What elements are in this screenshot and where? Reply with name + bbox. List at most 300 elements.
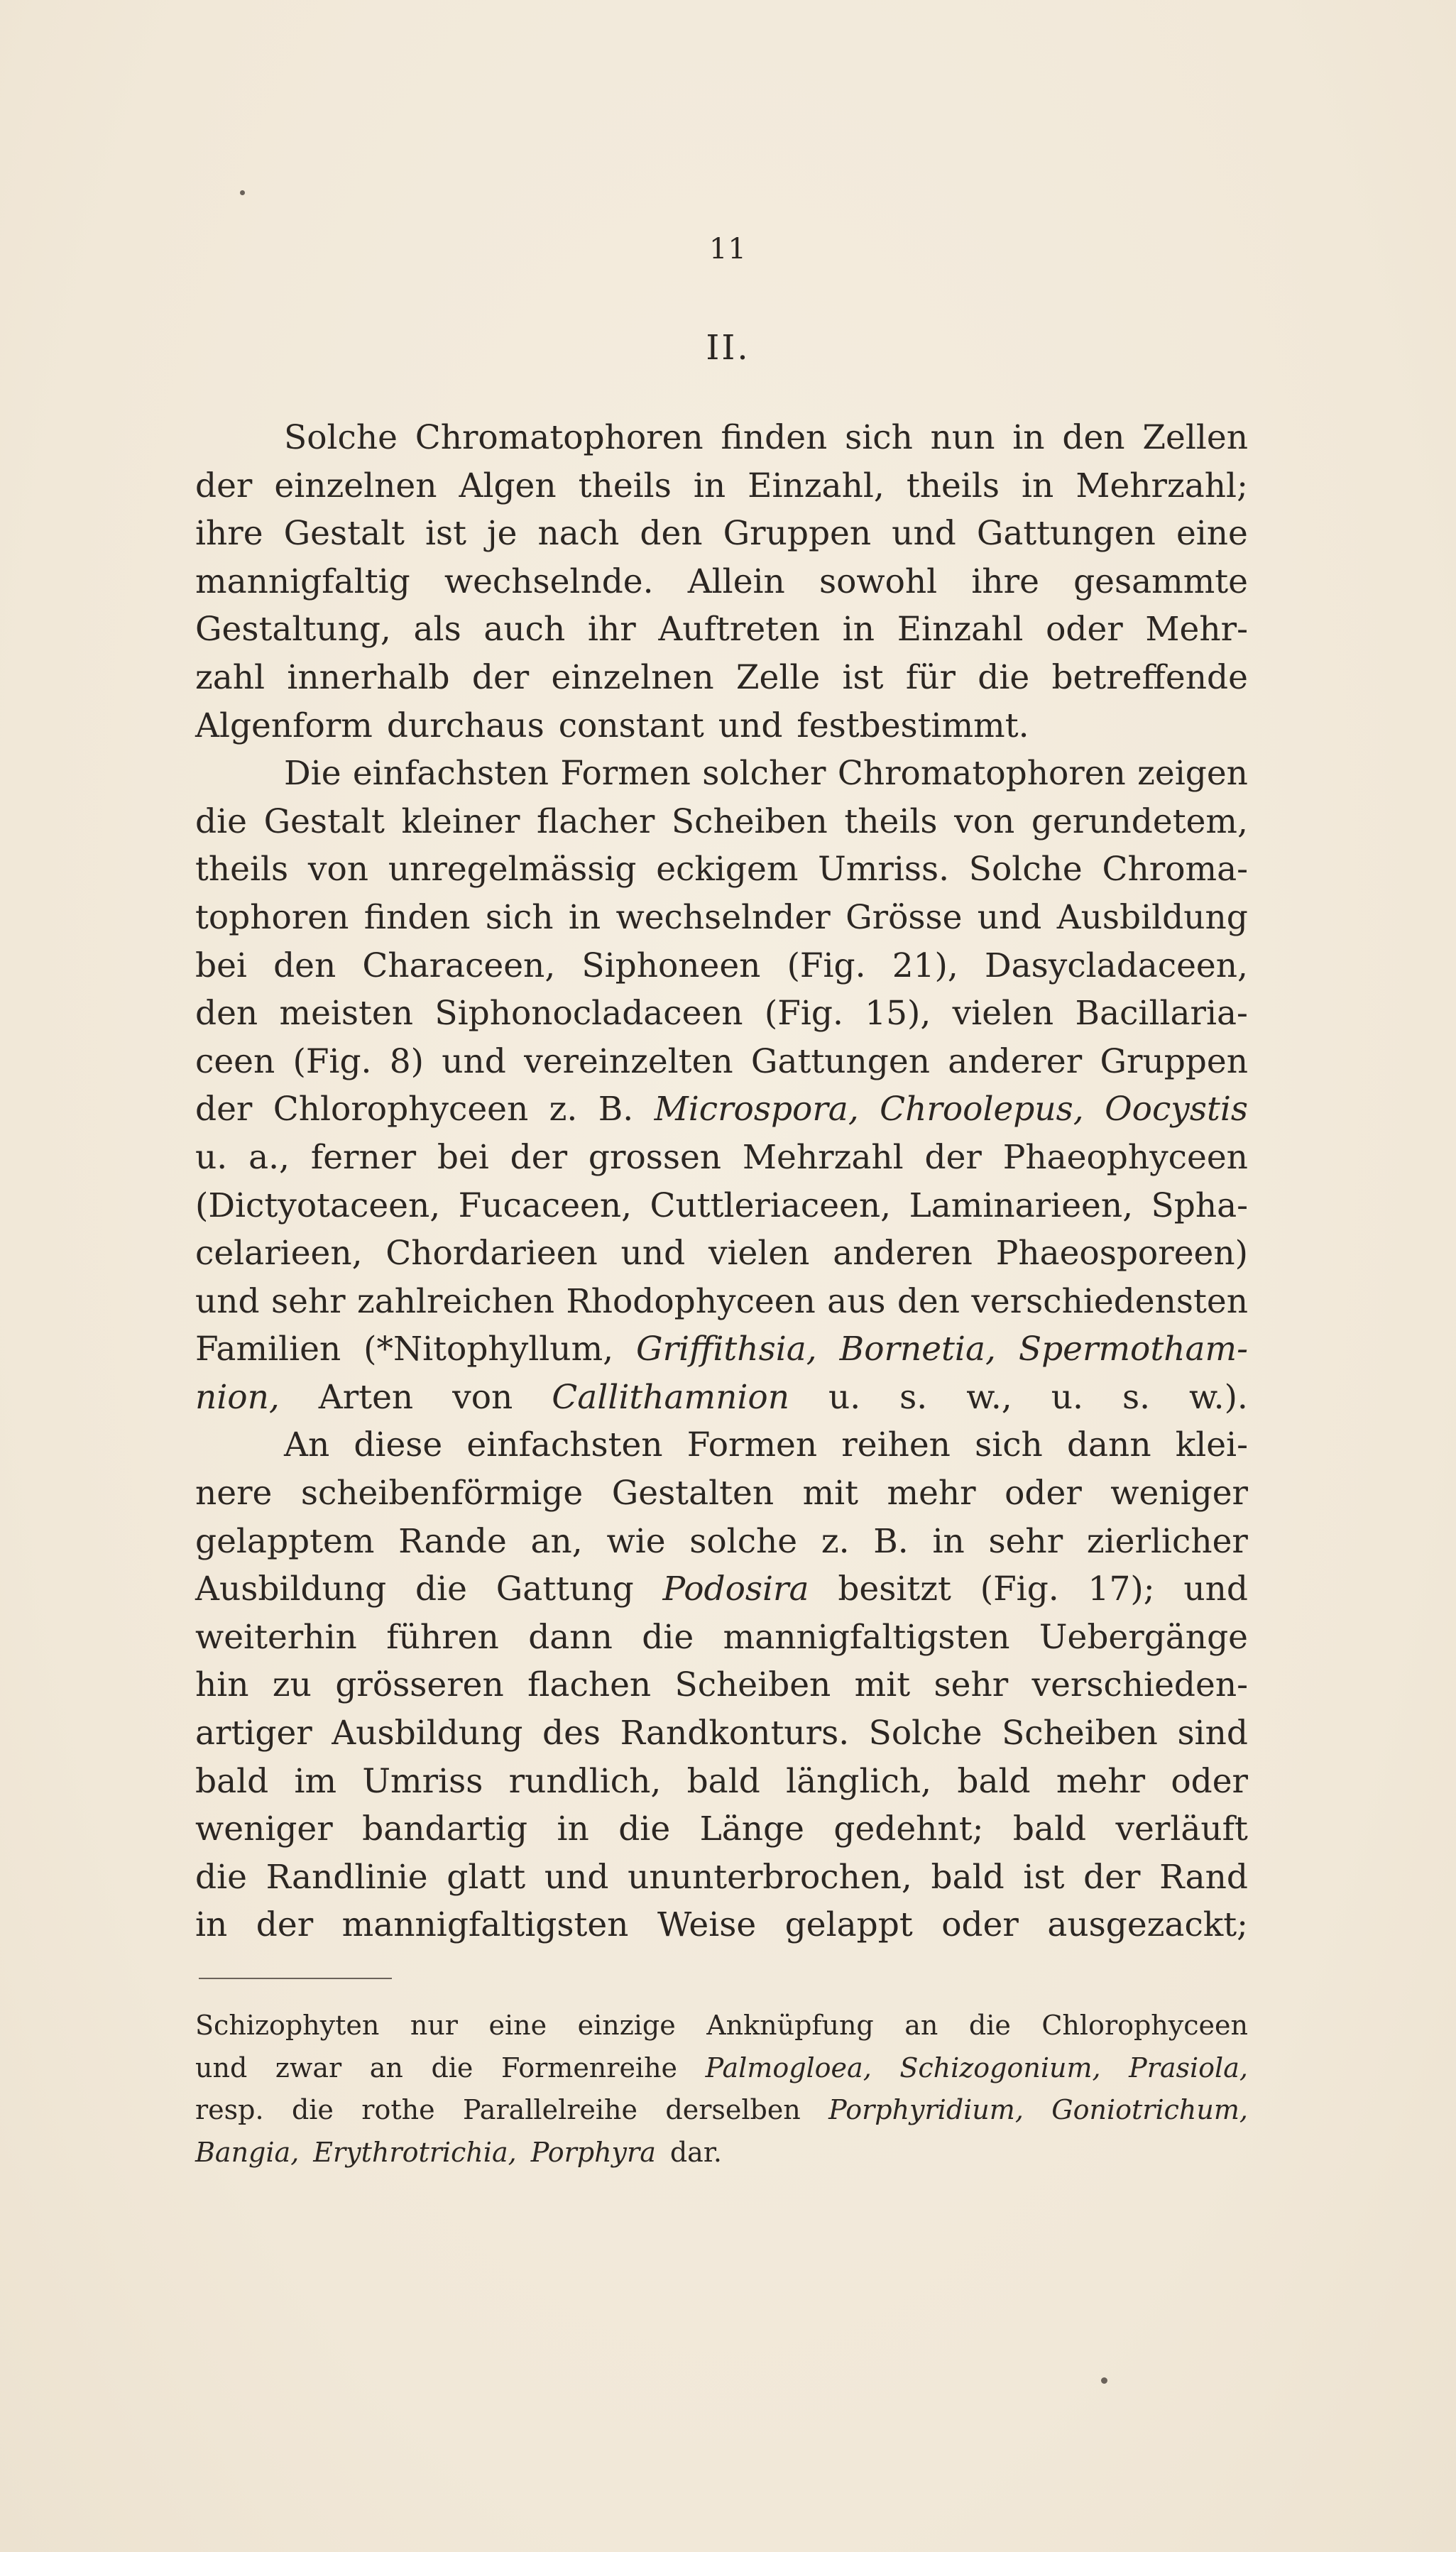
text-line (195, 654, 1248, 702)
word: zeigen (1137, 754, 1248, 794)
word: s. (899, 1377, 928, 1417)
italic-word: Microspora, (654, 1090, 859, 1129)
text-line (195, 750, 1248, 798)
paragraph (195, 750, 1248, 1421)
word: einzelnen (551, 657, 714, 697)
word: bald (1012, 1809, 1087, 1849)
text-line (195, 798, 1248, 846)
word: Rhodophyceen (566, 1281, 816, 1321)
word: hin (195, 1665, 249, 1705)
word: Chromatophoren (415, 418, 704, 457)
word: sich (845, 418, 913, 457)
ink-speck (1101, 2377, 1107, 2384)
word: nun (930, 418, 995, 457)
text-line (195, 1901, 1248, 1949)
word: dar. (669, 2136, 722, 2168)
footnote-line (195, 2005, 1248, 2047)
word: Laminarieen, (909, 1185, 1134, 1225)
word: eine (488, 2010, 547, 2041)
text-line (195, 1805, 1248, 1853)
word: resp. (195, 2094, 264, 2125)
italic-word: Bangia, (195, 2136, 300, 2168)
word: mehr (887, 1474, 976, 1513)
text-line (195, 558, 1248, 606)
word: den (195, 994, 258, 1034)
text-line (195, 1374, 1248, 1422)
word: sehr (988, 1521, 1063, 1561)
word: wie (606, 1521, 666, 1561)
word: ferner (310, 1137, 417, 1177)
word: Auftreten (658, 610, 821, 650)
word: eine (1176, 514, 1248, 554)
word: und (620, 1234, 686, 1274)
word: nere (195, 1474, 273, 1513)
text-line (195, 1614, 1248, 1662)
word: Chlorophyceen (273, 1090, 529, 1129)
word: sich (485, 897, 554, 937)
footnote-rule (199, 1978, 392, 1979)
word: aus (827, 1281, 886, 1321)
word: kleiner (401, 801, 520, 841)
word: 21), (892, 946, 958, 985)
word: theils (195, 850, 289, 889)
word: rundlich, (508, 1761, 662, 1801)
text-line (195, 702, 1248, 750)
word: wechselnder (615, 897, 831, 937)
text-line (195, 1469, 1248, 1518)
word: die (968, 2010, 1011, 2041)
word: in (195, 1905, 228, 1945)
word: zu (272, 1665, 312, 1705)
word: Ausbildung (1056, 897, 1248, 937)
word: 15), (865, 994, 931, 1034)
word: Solche (968, 850, 1083, 889)
word: tophoren (195, 897, 349, 937)
italic-word: Palmogloea, (705, 2052, 872, 2083)
word: als (413, 610, 461, 650)
word: z. (821, 1521, 850, 1561)
word: Weise (657, 1905, 757, 1945)
word: reihen (841, 1425, 951, 1465)
word: meisten (279, 994, 414, 1034)
word: für (905, 657, 956, 697)
word: Gestalten (611, 1474, 774, 1513)
text-line (195, 510, 1248, 558)
word: Phaeophyceen (1002, 1137, 1248, 1177)
section-heading: II. (706, 328, 750, 368)
italic-word: Erythrotrichia, (313, 2136, 517, 2168)
word: bandartig (362, 1809, 528, 1849)
word: Mehrzahl (742, 1137, 904, 1177)
word: Formen (560, 754, 691, 794)
word: finden (363, 897, 471, 937)
word: den (640, 514, 703, 554)
text-line (195, 1085, 1248, 1134)
word: zierlicher (1086, 1521, 1248, 1561)
word: einzelnen (274, 466, 437, 505)
text-line (195, 1182, 1248, 1230)
text-line (195, 1134, 1248, 1182)
word: die (195, 801, 247, 841)
word: innerhalb (287, 657, 450, 697)
word: Umriss. (818, 850, 950, 889)
word: diese (354, 1425, 443, 1465)
word: Dasycladaceen, (984, 946, 1248, 985)
word: grossen (588, 1137, 722, 1177)
word: Algen (459, 466, 557, 505)
word: mannigfaltig (195, 562, 410, 601)
word: flacher (537, 801, 655, 841)
word: Einzahl (897, 610, 1024, 650)
word: mehr (1056, 1761, 1146, 1801)
word: Gattungen (976, 514, 1156, 554)
word: verschieden- (1031, 1665, 1248, 1705)
word: rothe (361, 2094, 435, 2125)
word: (Dictyotaceen, (195, 1185, 441, 1225)
word: Gruppen (723, 514, 872, 554)
word: solche (689, 1521, 798, 1561)
word: mit (802, 1474, 859, 1513)
word: 17); (1088, 1570, 1155, 1609)
word: (Fig. (787, 946, 866, 985)
word: der (256, 1905, 314, 1945)
word: u. (1051, 1377, 1083, 1417)
word: anderen (833, 1234, 973, 1274)
word: und (892, 514, 956, 554)
word: Gestaltung, (195, 610, 391, 650)
word: führen (386, 1617, 499, 1657)
word: und (544, 1857, 609, 1897)
word: sehr (934, 1665, 1009, 1705)
word: mit (854, 1665, 911, 1705)
word: der (1083, 1857, 1141, 1897)
word: Scheiben (1002, 1714, 1158, 1753)
word: bei (437, 1137, 489, 1177)
word: solcher (702, 754, 826, 794)
word: bald (957, 1761, 1031, 1801)
text-line (195, 894, 1248, 942)
word: der (195, 1090, 253, 1129)
word: länglich, (786, 1761, 932, 1801)
word: 8) (389, 1041, 424, 1081)
text-line (195, 1278, 1248, 1326)
italic-word: Prasiola, (1129, 2052, 1248, 2083)
word: und (442, 1041, 506, 1081)
word: die (415, 1570, 467, 1609)
word: sehr (270, 1281, 346, 1321)
word: theils (578, 466, 672, 505)
word: Gestalt (263, 801, 385, 841)
word: bald (195, 1761, 269, 1801)
word: w.). (1189, 1377, 1248, 1417)
word: sich (975, 1425, 1043, 1465)
footnote-line (195, 2089, 1248, 2132)
italic-word: nion, (195, 1377, 280, 1417)
word: an (369, 2052, 403, 2083)
word: in (842, 610, 875, 650)
word: ist (425, 514, 467, 554)
italic-word: Bornetia, (839, 1330, 996, 1369)
word: ist (842, 657, 884, 697)
word: Schizophyten (195, 2010, 380, 2041)
word: Arten (318, 1377, 414, 1417)
word: besitzt (838, 1570, 951, 1609)
paragraph (195, 1421, 1248, 1949)
italic-word: Oocystis (1105, 1090, 1248, 1129)
page-number: 11 (709, 233, 747, 265)
word: gerundetem, (1031, 801, 1248, 841)
text-line (195, 1518, 1248, 1566)
word: weniger (1110, 1474, 1248, 1513)
footnote-line (195, 2132, 1248, 2174)
word: (Fig. (764, 994, 843, 1034)
word: Gattung (496, 1570, 634, 1609)
word: die (291, 2094, 334, 2125)
word: ceen (195, 1041, 275, 1081)
word: Chordarieen (385, 1234, 598, 1274)
text-line (195, 1758, 1248, 1806)
word: im (294, 1761, 337, 1801)
word: Characeen, (362, 946, 556, 985)
word: dann (1066, 1425, 1151, 1465)
word: Formenreihe (500, 2052, 678, 2083)
word: vereinzelten (524, 1041, 733, 1081)
word: constant (558, 706, 704, 745)
word: der (924, 1137, 982, 1177)
text-line (195, 606, 1248, 654)
word: anderer (948, 1041, 1083, 1081)
word: Formen (686, 1425, 818, 1465)
word: den (897, 1281, 960, 1321)
word: s. (1122, 1377, 1151, 1417)
text-line (195, 1325, 1248, 1374)
word: vielen (708, 1234, 810, 1274)
word: an (904, 2010, 938, 2041)
word: wechselnde. (444, 562, 654, 601)
word: derselben (665, 2094, 801, 2125)
word: Parallelreihe (462, 2094, 637, 2125)
word: von (954, 801, 1015, 841)
word: verläuft (1115, 1809, 1248, 1849)
word: zahl (195, 657, 266, 697)
word: Mehrzahl; (1075, 466, 1248, 505)
word: weiterhin (195, 1617, 357, 1657)
word: festbestimmt. (797, 706, 1029, 745)
word: Grösse (845, 897, 963, 937)
word: nach (537, 514, 620, 554)
word: Rand (1159, 1857, 1248, 1897)
word: in (1012, 418, 1045, 457)
word: w., (966, 1377, 1012, 1417)
word: a., (248, 1137, 290, 1177)
text-line (195, 1565, 1248, 1614)
word: Scheiben (671, 801, 828, 841)
italic-word: Chroolepus, (880, 1090, 1084, 1129)
word: Gruppen (1100, 1041, 1248, 1081)
word: Einzahl, (748, 466, 885, 505)
word: Länge (699, 1809, 804, 1849)
italic-word: Schizogonium, (899, 2052, 1101, 2083)
word: von (452, 1377, 513, 1417)
text-line (195, 845, 1248, 894)
word: Mehr- (1145, 610, 1248, 650)
word: in (693, 466, 726, 505)
word: gelappt (784, 1905, 913, 1945)
word: weniger (195, 1809, 333, 1849)
word: Chromatophoren (837, 754, 1126, 794)
word: theils (906, 466, 1000, 505)
word: einzige (577, 2010, 676, 2041)
paragraph (195, 414, 1248, 750)
text-line (195, 414, 1248, 462)
word: Die (284, 754, 341, 794)
word: mannigfaltigsten (341, 1905, 629, 1945)
word: u. (195, 1137, 228, 1177)
word: und (977, 897, 1042, 937)
word: ununterbrochen, (628, 1857, 912, 1897)
italic-word: Porphyridium, (828, 2094, 1024, 2125)
italic-word: Callithamnion (552, 1377, 789, 1417)
italic-word: Spermotham- (1018, 1330, 1248, 1369)
text-line (195, 1853, 1248, 1902)
word: nur (410, 2010, 458, 2041)
word: in (932, 1521, 965, 1561)
word: (Fig. (292, 1041, 372, 1081)
word: Solche (284, 418, 398, 457)
word: Algenform (195, 706, 373, 745)
word: den (273, 946, 336, 985)
word: zwar (275, 2052, 342, 2083)
word: betreffende (1051, 657, 1248, 697)
word: ihr (587, 610, 636, 650)
word: Fucaceen, (458, 1185, 633, 1225)
italic-word: Podosira (662, 1570, 809, 1609)
word: die (618, 1809, 671, 1849)
word: oder (941, 1905, 1019, 1945)
word: der (471, 657, 530, 697)
word: gedehnt; (833, 1809, 984, 1849)
word: u. (828, 1377, 861, 1417)
word: oder (1171, 1761, 1248, 1801)
word: der (195, 466, 253, 505)
word: artiger (195, 1714, 312, 1753)
text-line (195, 990, 1248, 1038)
word: die (642, 1617, 694, 1657)
word: grösseren (335, 1665, 504, 1705)
text-line (195, 942, 1248, 990)
word: (Fig. (980, 1570, 1059, 1609)
word: Spha- (1151, 1185, 1248, 1225)
word: z. (549, 1090, 578, 1129)
word: ihre (971, 562, 1039, 601)
word: und (195, 1281, 260, 1321)
text-line (195, 1709, 1248, 1758)
word: der (510, 1137, 568, 1177)
word: Cuttleriaceen, (650, 1185, 892, 1225)
word: von (307, 850, 369, 889)
word: An (284, 1425, 330, 1465)
word: sowohl (819, 562, 938, 601)
word: unregelmässig (388, 850, 637, 889)
word: Uebergänge (1039, 1617, 1248, 1657)
word: in (557, 1809, 589, 1849)
word: des (542, 1714, 601, 1753)
word: Randkonturs. (620, 1714, 850, 1753)
word: Zellen (1142, 418, 1248, 457)
word: und (195, 2052, 248, 2083)
word: Bacillaria- (1075, 994, 1248, 1034)
footnote-line (195, 2047, 1248, 2090)
text-line (195, 1421, 1248, 1469)
word: Randlinie (266, 1857, 428, 1897)
word: ihre (195, 514, 263, 554)
word: die (195, 1857, 247, 1897)
word: oder (1046, 610, 1123, 650)
word: die (978, 657, 1030, 697)
word: und (1183, 1570, 1248, 1609)
word: Umriss (362, 1761, 483, 1801)
word: auch (483, 610, 566, 650)
italic-word: Porphyra (530, 2136, 656, 2168)
word: mannigfaltigsten (723, 1617, 1010, 1657)
word: in (568, 897, 601, 937)
word: einfachsten (466, 1425, 663, 1465)
word: Anknüpfung (706, 2010, 874, 2041)
text-line (195, 1230, 1248, 1278)
word: Phaeosporeen) (995, 1234, 1248, 1274)
text-line (195, 1038, 1248, 1086)
word: Rande (398, 1521, 507, 1561)
word: den (1062, 418, 1125, 457)
word: Siphoneen (581, 946, 761, 985)
word: glatt (447, 1857, 526, 1897)
word: Chlorophyceen (1041, 2010, 1248, 2041)
word: B. (598, 1090, 634, 1129)
ink-speck (240, 190, 245, 195)
word: Chroma- (1102, 850, 1248, 889)
word: bald (686, 1761, 760, 1801)
word: zahlreichen (356, 1281, 555, 1321)
word: klei- (1175, 1425, 1248, 1465)
word: Ausbildung (195, 1570, 387, 1609)
word: finden (721, 418, 828, 457)
word: Siphonocladaceen (434, 994, 743, 1034)
word: Gestalt (283, 514, 405, 554)
word: gelapptem (195, 1521, 375, 1561)
word: Familien (195, 1330, 341, 1369)
word: durchaus (386, 706, 544, 745)
word: bei (195, 946, 247, 985)
word: Allein (687, 562, 785, 601)
word: theils (844, 801, 938, 841)
word: die (431, 2052, 474, 2083)
word: gesammte (1073, 562, 1248, 601)
word: Zelle (735, 657, 821, 697)
word: scheibenförmige (300, 1474, 584, 1513)
word: B. (873, 1521, 909, 1561)
word: an, (530, 1521, 583, 1561)
word: sind (1177, 1714, 1248, 1753)
word: eckigem (656, 850, 799, 889)
word: oder (1005, 1474, 1082, 1513)
word: ist (1023, 1857, 1065, 1897)
word: flachen (527, 1665, 652, 1705)
word: verschiedensten (971, 1281, 1248, 1321)
text-line (195, 462, 1248, 510)
italic-word: Goniotrichum, (1051, 2094, 1248, 2125)
text-line (195, 1661, 1248, 1709)
word: Gattungen (750, 1041, 930, 1081)
